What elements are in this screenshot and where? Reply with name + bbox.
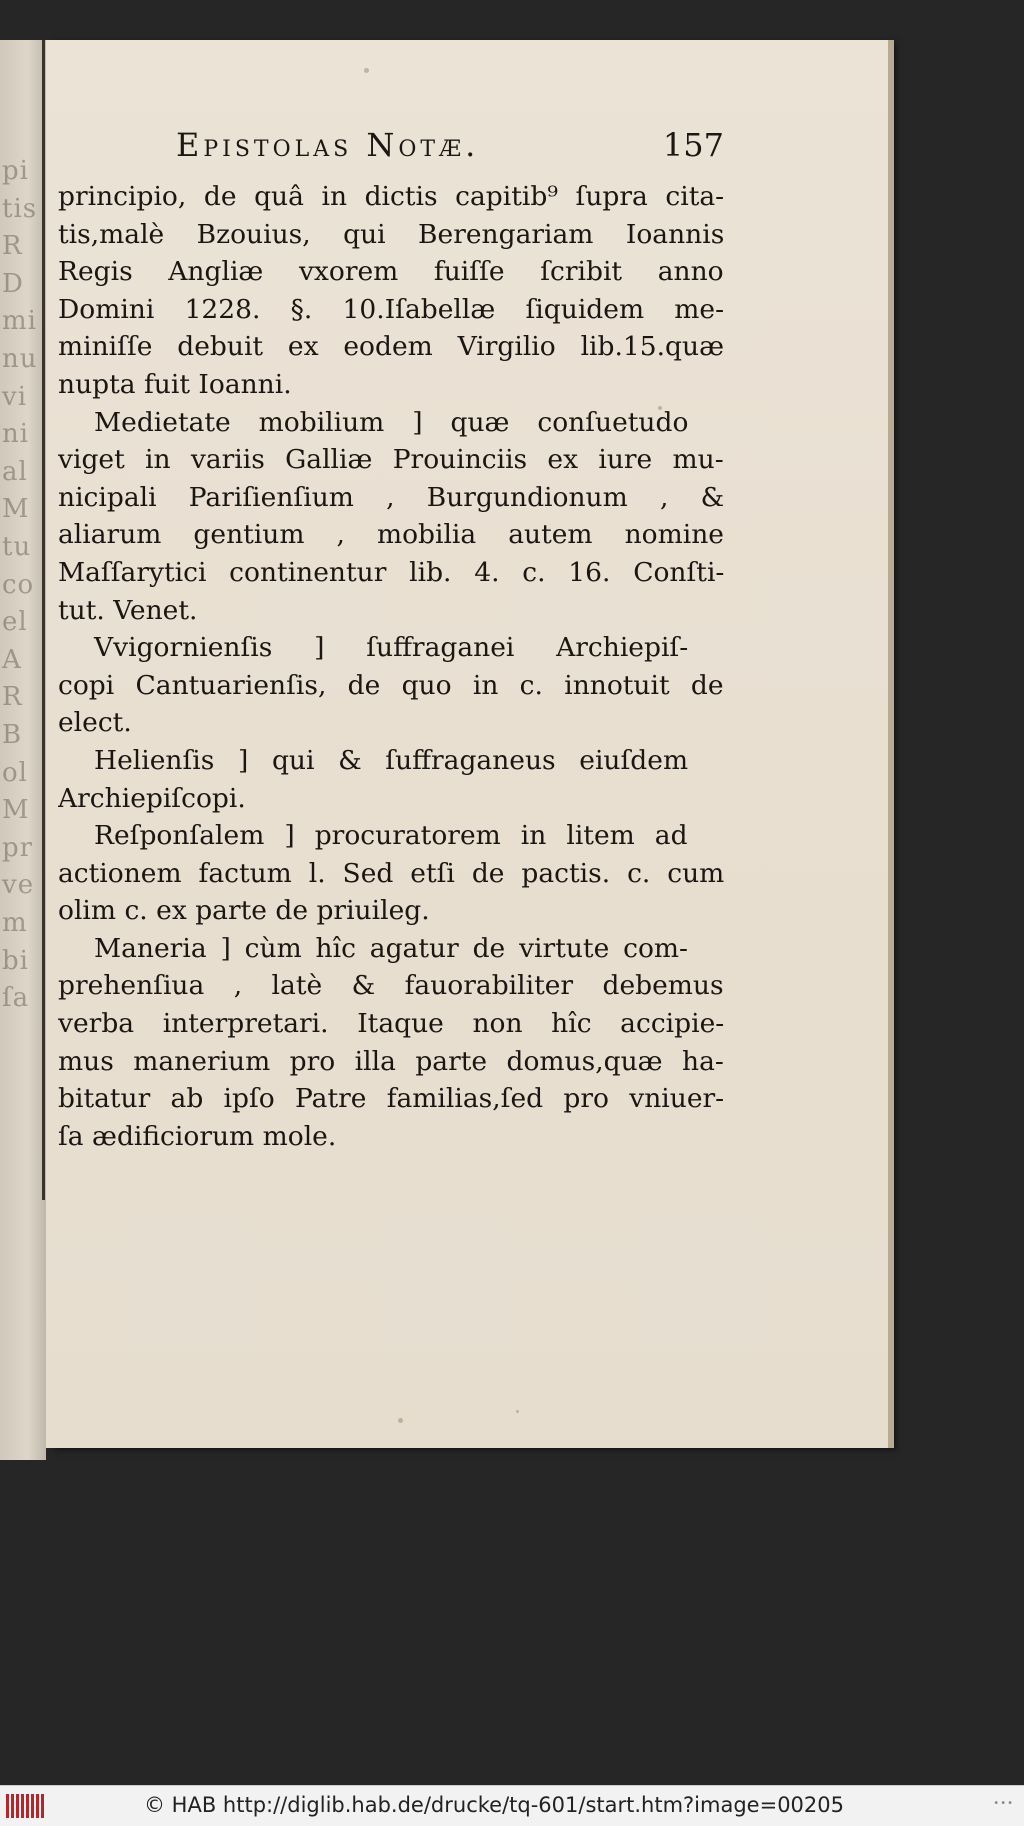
text-line: Vvigornienſis ] ſuffraganei Archiepiſ- xyxy=(94,632,689,664)
text-line: Archiepiſcopi. xyxy=(58,782,246,814)
running-title: Epistolas Notæ. xyxy=(176,126,480,164)
text-line: copi Cantuarienſis, de quo in c. innotuit de xyxy=(58,669,724,701)
facing-page-fragment: M xyxy=(2,494,30,525)
text-line: elect. xyxy=(58,707,132,739)
text-line: Maneria ] cùm hîc agatur de virtute com- xyxy=(94,932,688,964)
text-line: Domini 1228. §. 10.Iſabellæ ſiquidem me- xyxy=(58,293,724,325)
facing-page-fragment: nu xyxy=(2,344,38,374)
text-line: ſa ædificiorum mole. xyxy=(58,1120,337,1152)
facing-page-fragment: ol xyxy=(2,757,28,788)
facing-page-fragment: A xyxy=(2,644,22,675)
text-line: nicipali Pariſienſium , Burgundionum , & xyxy=(58,481,724,513)
paper-fleck xyxy=(398,1418,403,1423)
running-head xyxy=(58,126,724,170)
facing-page-fragment: tis xyxy=(2,193,38,224)
facing-page-fragment: m xyxy=(2,908,28,938)
facing-page-edge xyxy=(0,40,46,1460)
facing-page-fragment: el xyxy=(2,607,28,638)
facing-page-fragment: M xyxy=(2,795,30,826)
text-line: Medietate mobilium ] quæ conſuetudo xyxy=(94,406,689,438)
paper-fleck xyxy=(364,68,369,73)
facing-page-fragment: mi xyxy=(2,306,37,337)
text-line: prehenſiua , latè & fauorabiliter debemus xyxy=(58,970,724,1002)
text-line: miniſſe debuit ex eodem Virgilio lib.15.quæ xyxy=(58,331,724,363)
paper-fleck xyxy=(516,1410,519,1413)
page-number: 157 xyxy=(662,126,724,164)
facing-page-fragment: R xyxy=(2,231,23,262)
facing-page-fragment: co xyxy=(2,569,35,600)
text-line: nupta fuit Ioanni. xyxy=(58,368,292,400)
text-line: actionem factum l. Sed etſi de pactis. c. cum xyxy=(58,857,724,889)
copyright-url: © HAB http://diglib.hab.de/drucke/tq-601/start.htm?image=00205 xyxy=(144,1793,844,1817)
body-text xyxy=(58,178,724,1155)
facing-page-fragment: vi xyxy=(2,381,28,412)
text-line: tut. Venet. xyxy=(58,594,198,626)
facing-page-fragment: pr xyxy=(2,832,34,863)
facing-page-fragment: B xyxy=(2,720,23,750)
text-line: Regis Angliæ vxorem fuiſſe ſcribit anno xyxy=(58,256,724,288)
text-line: olim c. ex parte de priuileg. xyxy=(58,895,430,927)
facing-page-fragment: pi xyxy=(2,156,29,186)
facing-page-fragment: ve xyxy=(2,870,35,901)
page-content xyxy=(58,126,724,1155)
facing-page-fragment: R xyxy=(2,682,23,713)
text-line: mus manerium pro illa parte domus,quæ ha- xyxy=(58,1045,724,1077)
text-line: Helienſis ] qui & ſuffraganeus eiuſdem xyxy=(94,744,689,776)
text-line: Reſponſalem ] procuratorem in litem ad xyxy=(94,820,688,852)
text-line: verba interpretari. Itaque non hîc accipie- xyxy=(58,1008,724,1040)
facing-page-fragment: D xyxy=(2,268,24,299)
text-line: tis,malè Bzouius, qui Berengariam Ioannis xyxy=(58,218,724,250)
facing-page-fragment: tu xyxy=(2,532,32,562)
status-bar xyxy=(0,1785,1024,1826)
facing-page-fragment: ni xyxy=(2,419,30,450)
text-line: viget in variis Galliæ Prouinciis ex iure mu- xyxy=(58,444,724,476)
hab-logo-icon xyxy=(6,1794,46,1818)
facing-page-fragment: bi xyxy=(2,945,29,976)
more-dots-icon: ••• xyxy=(993,1798,1014,1809)
book-page xyxy=(46,40,888,1448)
text-line: Maſſarytici continentur lib. 4. c. 16. Conſti- xyxy=(58,556,724,588)
text-line: bitatur ab ipſo Patre familias,ſed pro vniuer- xyxy=(58,1083,724,1115)
facing-page-fragment: ſa xyxy=(2,983,30,1014)
text-line: aliarum gentium , mobilia autem nomine xyxy=(58,519,724,551)
facing-page-fragment: al xyxy=(2,456,28,487)
text-line: principio, de quâ in dictis capitib⁹ ſupra cita- xyxy=(58,181,724,212)
binding-rule xyxy=(42,40,45,1200)
